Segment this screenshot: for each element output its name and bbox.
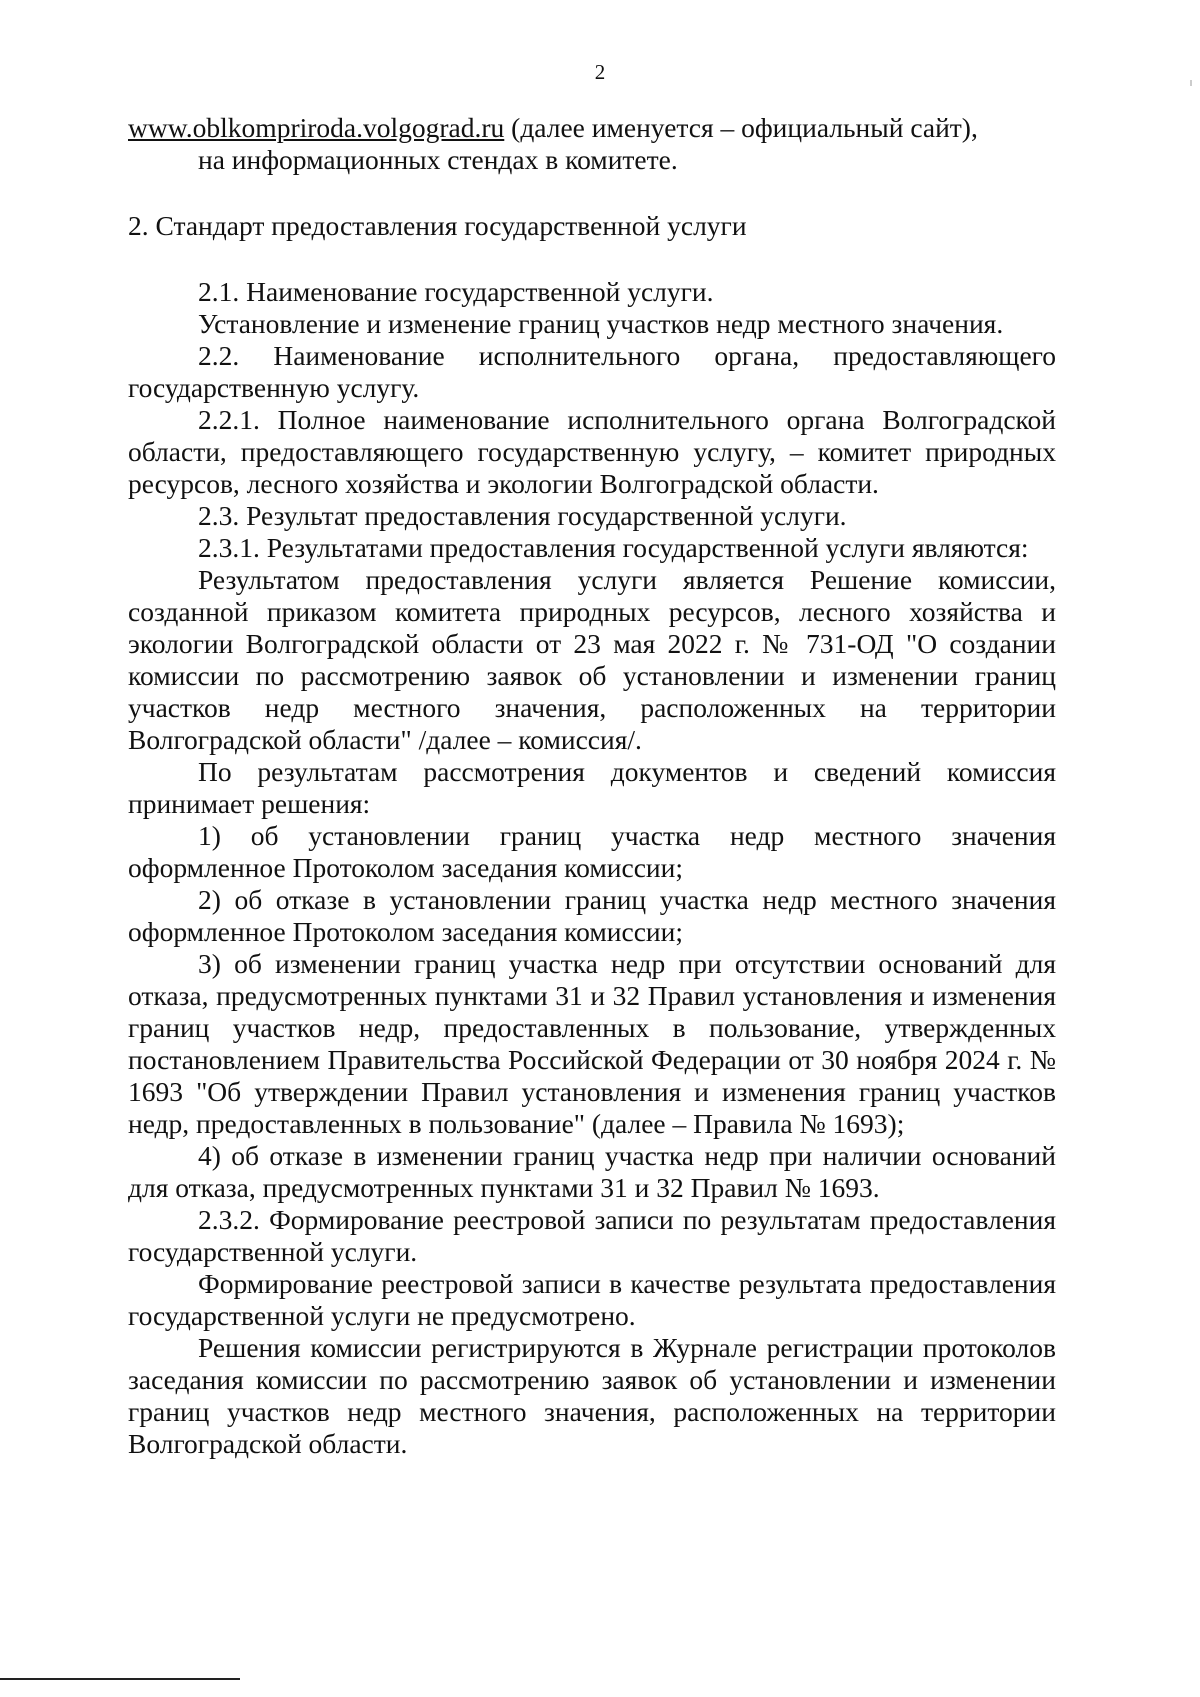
clause-2-1-text: Установление и изменение границ участков недр местного значения. bbox=[198, 308, 1004, 339]
section-heading: 2. Стандарт предоставления государственной услуги bbox=[128, 210, 747, 241]
clause-2-3: 2.3. Результат предоставления государственной услуги. bbox=[198, 500, 847, 531]
clause-2-3-2: 2.3.2. Формирование реестровой записи по результатам предоставления государственной услуги. bbox=[128, 1204, 1056, 1267]
clause-2-1: 2.1. Наименование государственной услуги. bbox=[198, 276, 714, 307]
document-body bbox=[128, 112, 1056, 1460]
intro-website-line bbox=[128, 112, 1056, 144]
decisions-intro: По результатам рассмотрения документов и сведений комиссия принимает решения: bbox=[128, 756, 1056, 819]
intro-stands-line: на информационных стендах в комитете. bbox=[198, 144, 678, 175]
official-site-link[interactable]: www.oblkompriroda.volgograd.ru bbox=[128, 112, 505, 143]
official-site-note: (далее именуется – официальный сайт), bbox=[504, 112, 978, 143]
clause-2-3-1: 2.3.1. Результатами предоставления государственной услуги являются: bbox=[198, 532, 1029, 563]
journal-paragraph: Решения комиссии регистрируются в Журнале регистрации протоколов заседания комиссии по рассмотрению заявок об установлении и изменении границ участков недр местного значения, расположенных на территории Волгоградской области. bbox=[128, 1332, 1056, 1459]
footer-rule bbox=[0, 1678, 240, 1680]
registry-paragraph: Формирование реестровой записи в качестве результата предоставления государственной услуги не предусмотрено. bbox=[128, 1268, 1056, 1331]
decision-item-3: 3) об изменении границ участка недр при отсутствии оснований для отказа, предусмотренных пунктами 31 и 32 Правил установления и изменения границ участков недр, предоставленных в пользование, утвержденных постановлением Правительства Российской Федерации от 30 ноября 2024 г. № 1693 "Об утверждении Правил установления и изменения границ участков недр, предоставленных в пользование" (далее – Правила № 1693); bbox=[128, 948, 1056, 1139]
decision-item-2: 2) об отказе в установлении границ участка недр местного значения оформленное Протоколом заседания комиссии; bbox=[128, 884, 1056, 947]
result-paragraph: Результатом предоставления услуги является Решение комиссии, созданной приказом комитета природных ресурсов, лесного хозяйства и экологии Волгоградской области от 23 мая 2022 г. № 731-ОД "О создании комиссии по рассмотрению заявок об установлении и изменении границ участков недр местного значения, расположенных на территории Волгоградской области" /далее – комиссия/. bbox=[128, 564, 1056, 755]
decision-item-1: 1) об установлении границ участка недр местного значения оформленное Протоколом заседания комиссии; bbox=[128, 820, 1056, 883]
decision-item-4: 4) об отказе в изменении границ участка недр при наличии оснований для отказа, предусмотренных пунктами 31 и 32 Правил № 1693. bbox=[128, 1140, 1056, 1203]
clause-2-2: 2.2. Наименование исполнительного органа, предоставляющего государственную услугу. bbox=[128, 340, 1056, 403]
clause-2-2-1: 2.2.1. Полное наименование исполнительного органа Волгоградской области, предоставляющего государственную услугу, – комитет природных ресурсов, лесного хозяйства и экологии Волгоградской области. bbox=[128, 404, 1056, 499]
page-number: 2 bbox=[594, 60, 606, 84]
